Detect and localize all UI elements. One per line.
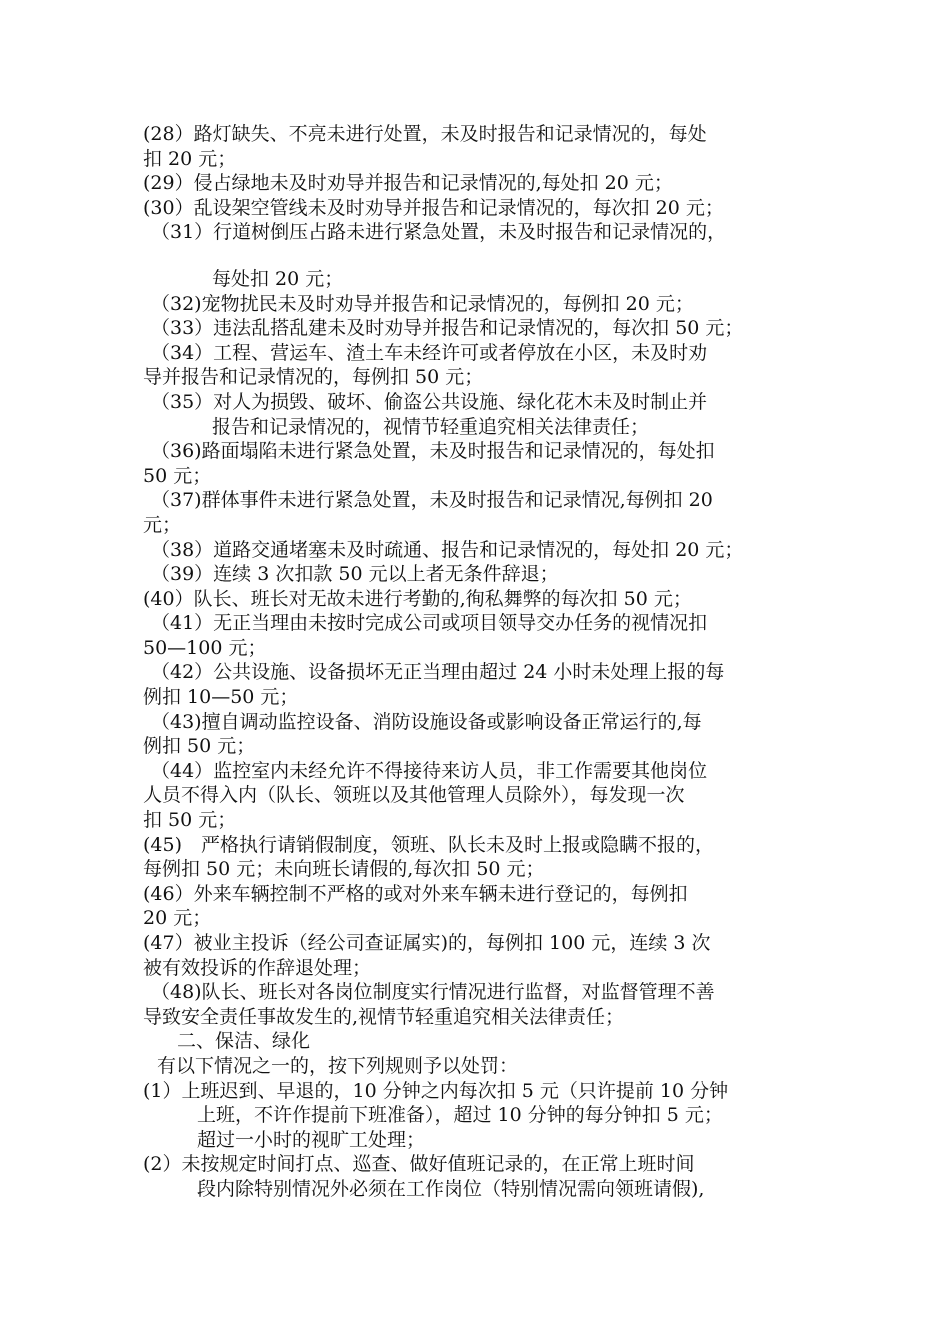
- text-line: (2）未按规定时间打点、巡查、做好值班记录的，在正常上班时间: [143, 1153, 695, 1176]
- text-line: （38）道路交通堵塞未及时疏通、报告和记录情况的，每处扣 20 元；: [151, 538, 744, 561]
- text-line: (45) 严格执行请销假制度，领班、队长未及时上报或隐瞒不报的，: [143, 833, 715, 856]
- text-line: （36)路面塌陷未进行紧急处置，未及时报告和记录情况的，每处扣: [151, 440, 715, 463]
- section-heading: 二、保洁、绿化: [177, 1030, 311, 1053]
- text-line: （44）监控室内未经允许不得接待来访人员，非工作需要其他岗位: [151, 759, 708, 782]
- text-line: （42）公共设施、设备损坏无正当理由超过 24 小时未处理上报的每: [151, 661, 725, 684]
- text-line: 例扣 10—50 元；: [143, 686, 299, 709]
- text-line: 上班，不许作提前下班准备），超过 10 分钟的每分钟扣 5 元；: [197, 1104, 723, 1127]
- text-line: （43)擅自调动监控设备、消防设施设备或影响设备正常运行的,每: [151, 710, 702, 733]
- text-line: （31）行道树倒压占路未进行紧急处置，未及时报告和记录情况的，: [151, 221, 727, 244]
- text-line: 导致安全责任事故发生的,视情节轻重追究相关法律责任；: [143, 1005, 625, 1028]
- text-line: 导并报告和记录情况的，每例扣 50 元；: [143, 366, 484, 389]
- text-line: 每例扣 50 元；未向班长请假的,每次扣 50 元；: [143, 858, 545, 881]
- text-line: 元；: [143, 513, 182, 536]
- text-line: 有以下情况之一的，按下列规则予以处罚：: [157, 1054, 519, 1077]
- text-line: 人员不得入内（队长、领班以及其他管理人员除外），每发现一次: [143, 784, 685, 807]
- text-line: （41）无正当理由未按时完成公司或项目领导交办任务的视情况扣: [151, 612, 708, 635]
- text-line: (1）上班迟到、早退的，10 分钟之内每次扣 5 元（只许提前 10 分钟: [143, 1079, 729, 1102]
- text-line: （39）连续 3 次扣款 50 元以上者无条件辞退；: [151, 563, 559, 586]
- text-line: （48)队长、班长对各岗位制度实行情况进行监督，对监督管理不善: [151, 981, 715, 1004]
- text-line: 每处扣 20 元；: [212, 267, 344, 290]
- text-line: 报告和记录情况的，视情节轻重追究相关法律责任；: [212, 415, 650, 438]
- text-line: (46）外来车辆控制不严格的或对外来车辆未进行登记的，每例扣: [143, 882, 688, 905]
- text-line: (28）路灯缺失、不亮未进行处置，未及时报告和记录情况的，每处: [143, 123, 707, 145]
- text-line: （35）对人为损毁、破坏、偷盗公共设施、绿化花木未及时制止并: [151, 390, 708, 413]
- text-line: 超过一小时的视旷工处理；: [197, 1128, 426, 1151]
- text-line: 段内除特别情况外必须在工作岗位（特别情况需向领班请假),: [197, 1177, 705, 1200]
- document-body: [143, 122, 823, 1202]
- text-line: 50—100 元；: [143, 636, 267, 659]
- text-line: 20 元；: [143, 907, 212, 930]
- text-line: (47）被业主投诉（经公司查证属实)的，每例扣 100 元，连续 3 次: [143, 932, 711, 954]
- text-line: （32)宠物扰民未及时劝导并报告和记录情况的，每例扣 20 元；: [151, 292, 694, 315]
- text-line: (30）乱设架空管线未及时劝导并报告和记录情况的，每次扣 20 元；: [143, 196, 724, 219]
- text-line: 扣 50 元；: [143, 809, 237, 832]
- text-line: （34）工程、营运车、渣土车未经许可或者停放在小区，未及时劝: [151, 341, 708, 364]
- text-line: 被有效投诉的作辞退处理；: [143, 956, 372, 979]
- blank-gap: [143, 245, 823, 267]
- text-line: (29）侵占绿地未及时劝导并报告和记录情况的,每处扣 20 元；: [143, 172, 673, 195]
- text-line: 扣 20 元；: [143, 147, 237, 170]
- text-line: 例扣 50 元；: [143, 735, 256, 758]
- text-line: (40）队长、班长对无故未进行考勤的,徇私舞弊的每次扣 50 元；: [143, 587, 692, 610]
- text-line: 50 元；: [143, 464, 212, 487]
- text-line: （33）违法乱搭乱建未及时劝导并报告和记录情况的，每次扣 50 元；: [151, 317, 744, 340]
- text-line: （37)群体事件未进行紧急处置，未及时报告和记录情况,每例扣 20: [151, 489, 713, 512]
